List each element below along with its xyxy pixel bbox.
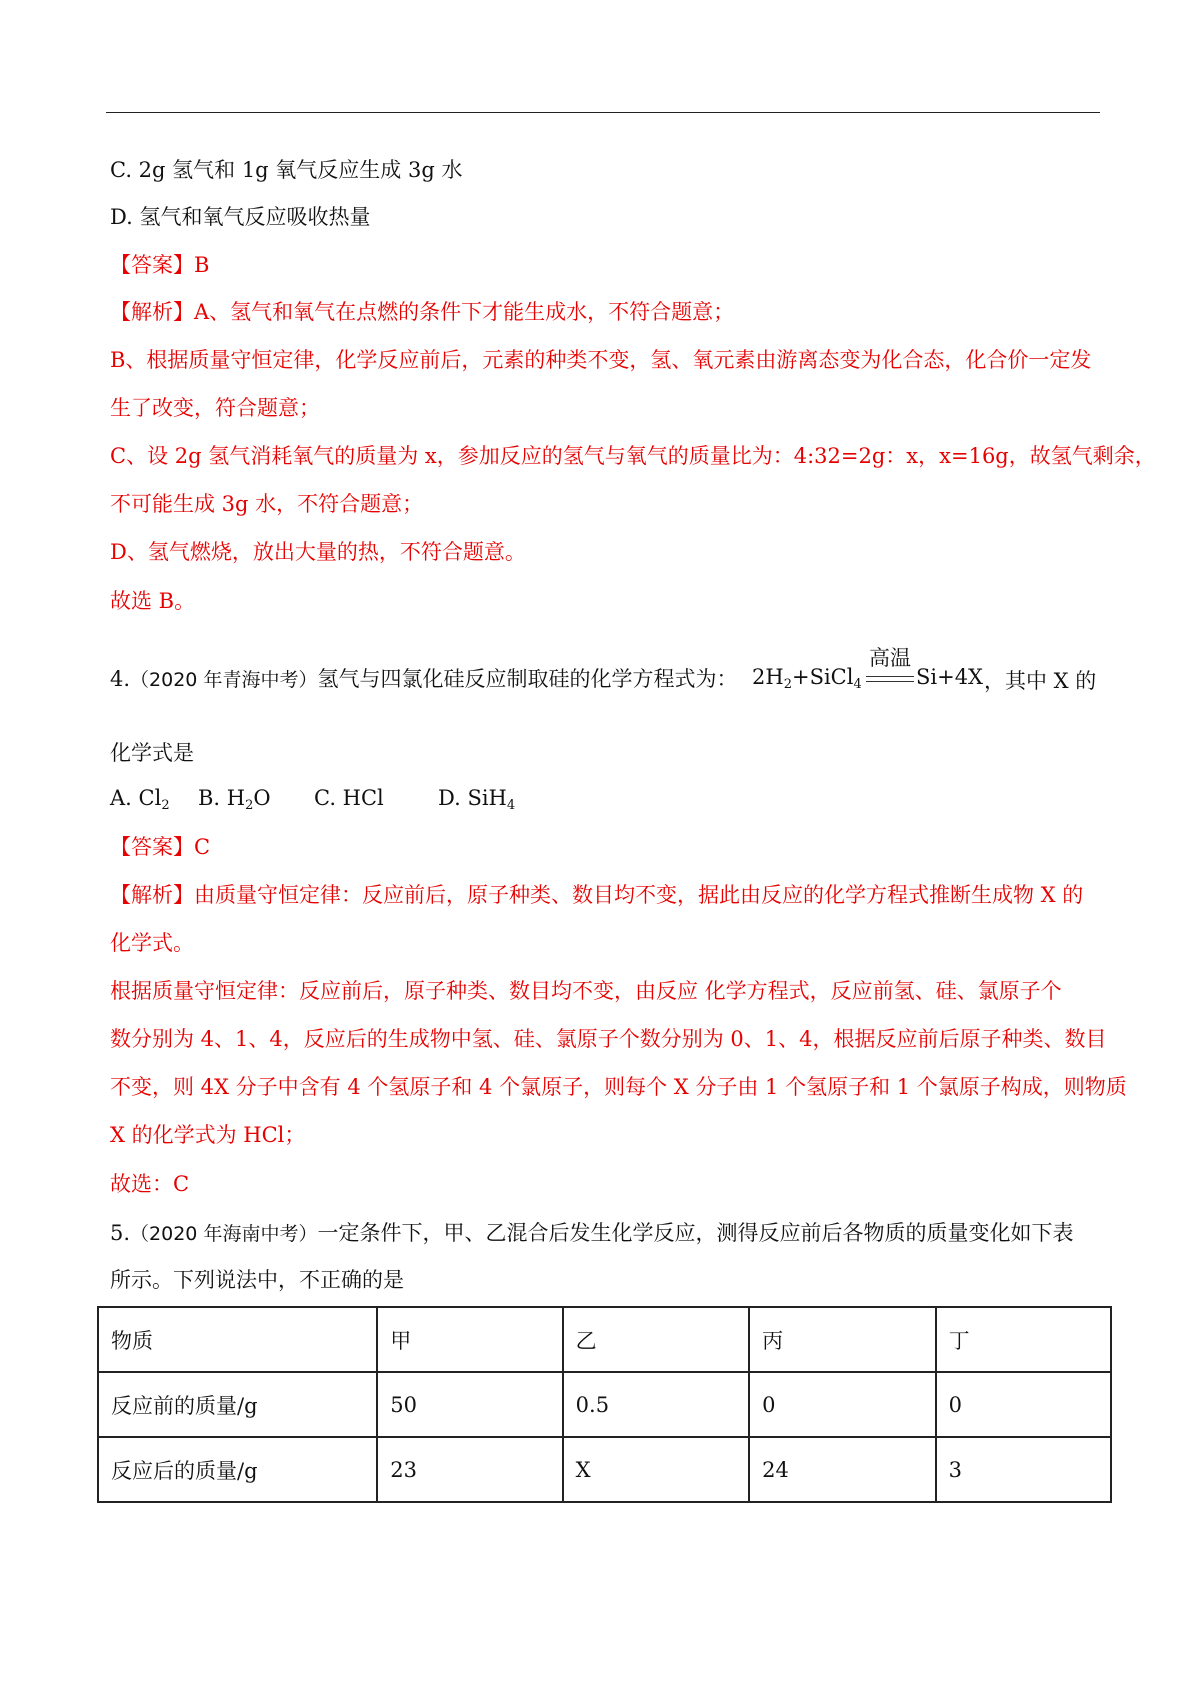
- opt-text: B. H: [198, 786, 246, 810]
- table-cell: X: [563, 1437, 749, 1502]
- eq-sub: 4: [853, 677, 862, 692]
- q3-analysis-line: C、设 2g 氢气消耗氧气的质量为 x，参加反应的氢气与氧气的质量比为：4:32=2g：x，x=16g，故氢气剩余，: [110, 444, 1156, 468]
- q4-analysis-line: 数分别为 4、1、4，反应后的生成物中氢、硅、氯原子个数分别为 0、1、4，根据反应前后原子种类、数目: [110, 1027, 1107, 1051]
- q4-analysis-line: 不变，则 4X 分子中含有 4 个氢原子和 4 个氯原子，则每个 X 分子由 1 个氢原子和 1 个氯原子构成，则物质: [110, 1075, 1127, 1099]
- q4-conclusion: 故选：C: [110, 1172, 190, 1196]
- q3-option-c: C. 2g 氢气和 1g 氧气反应生成 3g 水: [110, 158, 463, 182]
- q4-stem-text: 氢气与四氯化硅反应制取硅的化学方程式为：: [317, 667, 738, 691]
- table-cell: 反应后的质量/g: [98, 1437, 377, 1502]
- q5-stem-line2: 所示。下列说法中，不正确的是: [110, 1268, 404, 1292]
- table-cell: 0.5: [563, 1372, 749, 1437]
- q3-analysis-line: 【解析】A、氢气和氧气在点燃的条件下才能生成水，不符合题意；: [110, 300, 735, 324]
- eq-sicl: +SiCl: [791, 665, 854, 689]
- q4-number: 4.: [110, 667, 131, 691]
- q4-stem: [110, 665, 750, 694]
- q3-analysis-line: 不可能生成 3g 水，不符合题意；: [110, 492, 424, 516]
- opt-sub: 4: [506, 798, 516, 813]
- table-row: [98, 1372, 1111, 1437]
- q4-answer: 【答案】C: [110, 835, 211, 859]
- table-cell: 50: [377, 1372, 562, 1437]
- q5-source: （2020 年海南中考）: [130, 1223, 318, 1245]
- q3-analysis-line: D、氢气燃烧，放出大量的热，不符合题意。: [110, 540, 526, 564]
- table-cell: 反应前的质量/g: [98, 1372, 377, 1437]
- table-cell: 乙: [563, 1307, 749, 1372]
- header-rule: [106, 112, 1100, 113]
- table-cell: 丙: [749, 1307, 935, 1372]
- table-cell: 丁: [936, 1307, 1111, 1372]
- table-cell: 0: [749, 1372, 935, 1437]
- q4-option-a: [110, 786, 170, 813]
- q4-option-b: [198, 786, 271, 813]
- q4-analysis-line: 化学式。: [110, 931, 194, 955]
- table-row: [98, 1437, 1111, 1502]
- q4-analysis-line: 根据质量守恒定律：反应前后，原子种类、数目均不变，由反应 化学方程式，反应前氢、硅、氯原子个: [110, 979, 1062, 1003]
- table-cell: 24: [749, 1437, 935, 1502]
- table-cell: 甲: [377, 1307, 562, 1372]
- table-cell: 物质: [98, 1307, 377, 1372]
- q5-number: 5.: [110, 1221, 131, 1245]
- q4-equation-condition: 高温: [869, 646, 911, 670]
- q4-source: （2020 年青海中考）: [130, 669, 318, 691]
- q4-option-d: [438, 786, 515, 813]
- opt-text: A. Cl: [110, 786, 162, 810]
- table-header-row: [98, 1307, 1111, 1372]
- q4-equation-lhs: [752, 665, 862, 692]
- q4-stem-suffix: ，其中 X 的: [984, 669, 1097, 693]
- q4-equation-equals: [866, 676, 914, 682]
- q3-conclusion: 故选 B。: [110, 589, 196, 613]
- q4-analysis-line: 【解析】由质量守恒定律：反应前后，原子种类、数目均不变，据此由反应的化学方程式推断生成物 X 的: [110, 883, 1084, 907]
- table-cell: 3: [936, 1437, 1111, 1502]
- table-cell: 23: [377, 1437, 562, 1502]
- q5-stem-text: 一定条件下，甲、乙混合后发生化学反应，测得反应前后各物质的质量变化如下表: [317, 1221, 1074, 1245]
- table-cell: 0: [936, 1372, 1111, 1437]
- q4-option-c: C. HCl: [314, 786, 384, 810]
- opt-sub: 2: [161, 798, 170, 813]
- q5-stem: [110, 1219, 1100, 1248]
- q3-analysis-line: B、根据质量守恒定律，化学反应前后，元素的种类不变，氢、氧元素由游离态变为化合态，化合价一定发: [110, 348, 1092, 372]
- q4-stem-line2: 化学式是: [110, 741, 194, 765]
- eq-h: 2H: [752, 665, 784, 689]
- q3-option-d: D. 氢气和氧气反应吸收热量: [110, 205, 371, 229]
- opt-text: D. SiH: [438, 786, 507, 810]
- q3-analysis-line: 生了改变，符合题意；: [110, 396, 320, 420]
- opt-sub: 2: [245, 798, 254, 813]
- q4-analysis-line: X 的化学式为 HCl；: [110, 1123, 306, 1147]
- opt-text: O: [253, 786, 271, 810]
- q5-mass-table: [97, 1306, 1112, 1503]
- eq-sub: 2: [783, 677, 792, 692]
- q3-answer: 【答案】B: [110, 253, 210, 277]
- q4-equation-rhs: Si+4X: [916, 665, 984, 689]
